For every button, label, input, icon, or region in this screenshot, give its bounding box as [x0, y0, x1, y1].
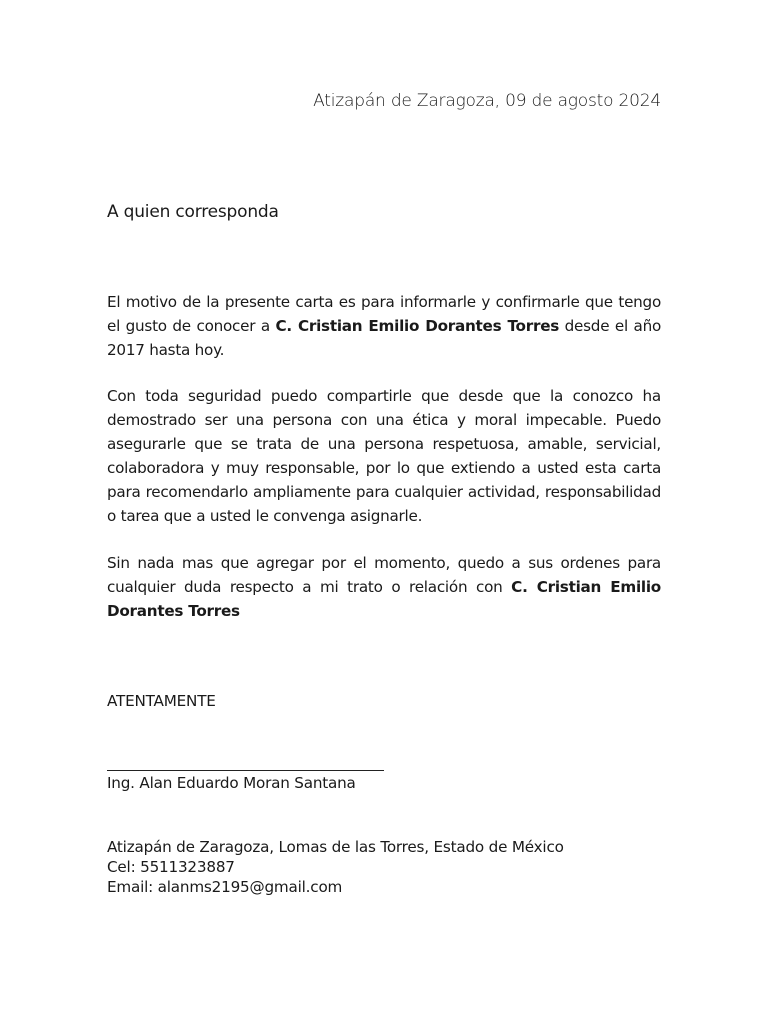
paragraph-intro	[107, 290, 661, 362]
paragraph-recommendation: Con toda seguridad puedo compartirle que desde que la conozco ha demostrado ser una persona con una ética y moral impecable. Puedo asegurarle que se trata de una persona respetuosa, amable, servicial, colaboradora y muy responsable, por lo que extiendo a usted esta carta para recomendarlo ampliamente para cualquier actividad, responsabilidad o tarea que a usted le convenga asignarle.	[107, 387, 661, 525]
signer-name: Ing. Alan Eduardo Moran Santana	[107, 774, 356, 792]
paragraph-intro-text-a: El motivo de la presente carta es para informarle y confirmarle que tengo el gusto de conocer a	[107, 293, 661, 335]
contact-address: Atizapán de Zaragoza, Lomas de las Torres, Estado de México	[107, 838, 564, 856]
closing-word: ATENTAMENTE	[107, 692, 216, 710]
recommended-person-name-repeat: C. Cristian Emilio Dorantes Torres	[107, 578, 661, 620]
contact-email: Email: alanms2195@gmail.com	[107, 878, 343, 896]
date-line: Atizapán de Zaragoza, 09 de agosto 2024	[313, 91, 661, 111]
paragraph-intro-text-b: desde el año 2017 hasta hoy.	[107, 317, 662, 359]
paragraph-closing	[107, 551, 661, 623]
recommended-person-name: C. Cristian Emilio Dorantes Torres	[275, 317, 560, 335]
salutation: A quien corresponda	[107, 202, 279, 222]
contact-phone: Cel: 5511323887	[107, 858, 235, 876]
paragraph-closing-text: Sin nada mas que agregar por el momento, quedo a sus ordenes para cualquier duda respecto a mi trato o relación con	[107, 554, 661, 596]
signature-line	[107, 770, 384, 771]
